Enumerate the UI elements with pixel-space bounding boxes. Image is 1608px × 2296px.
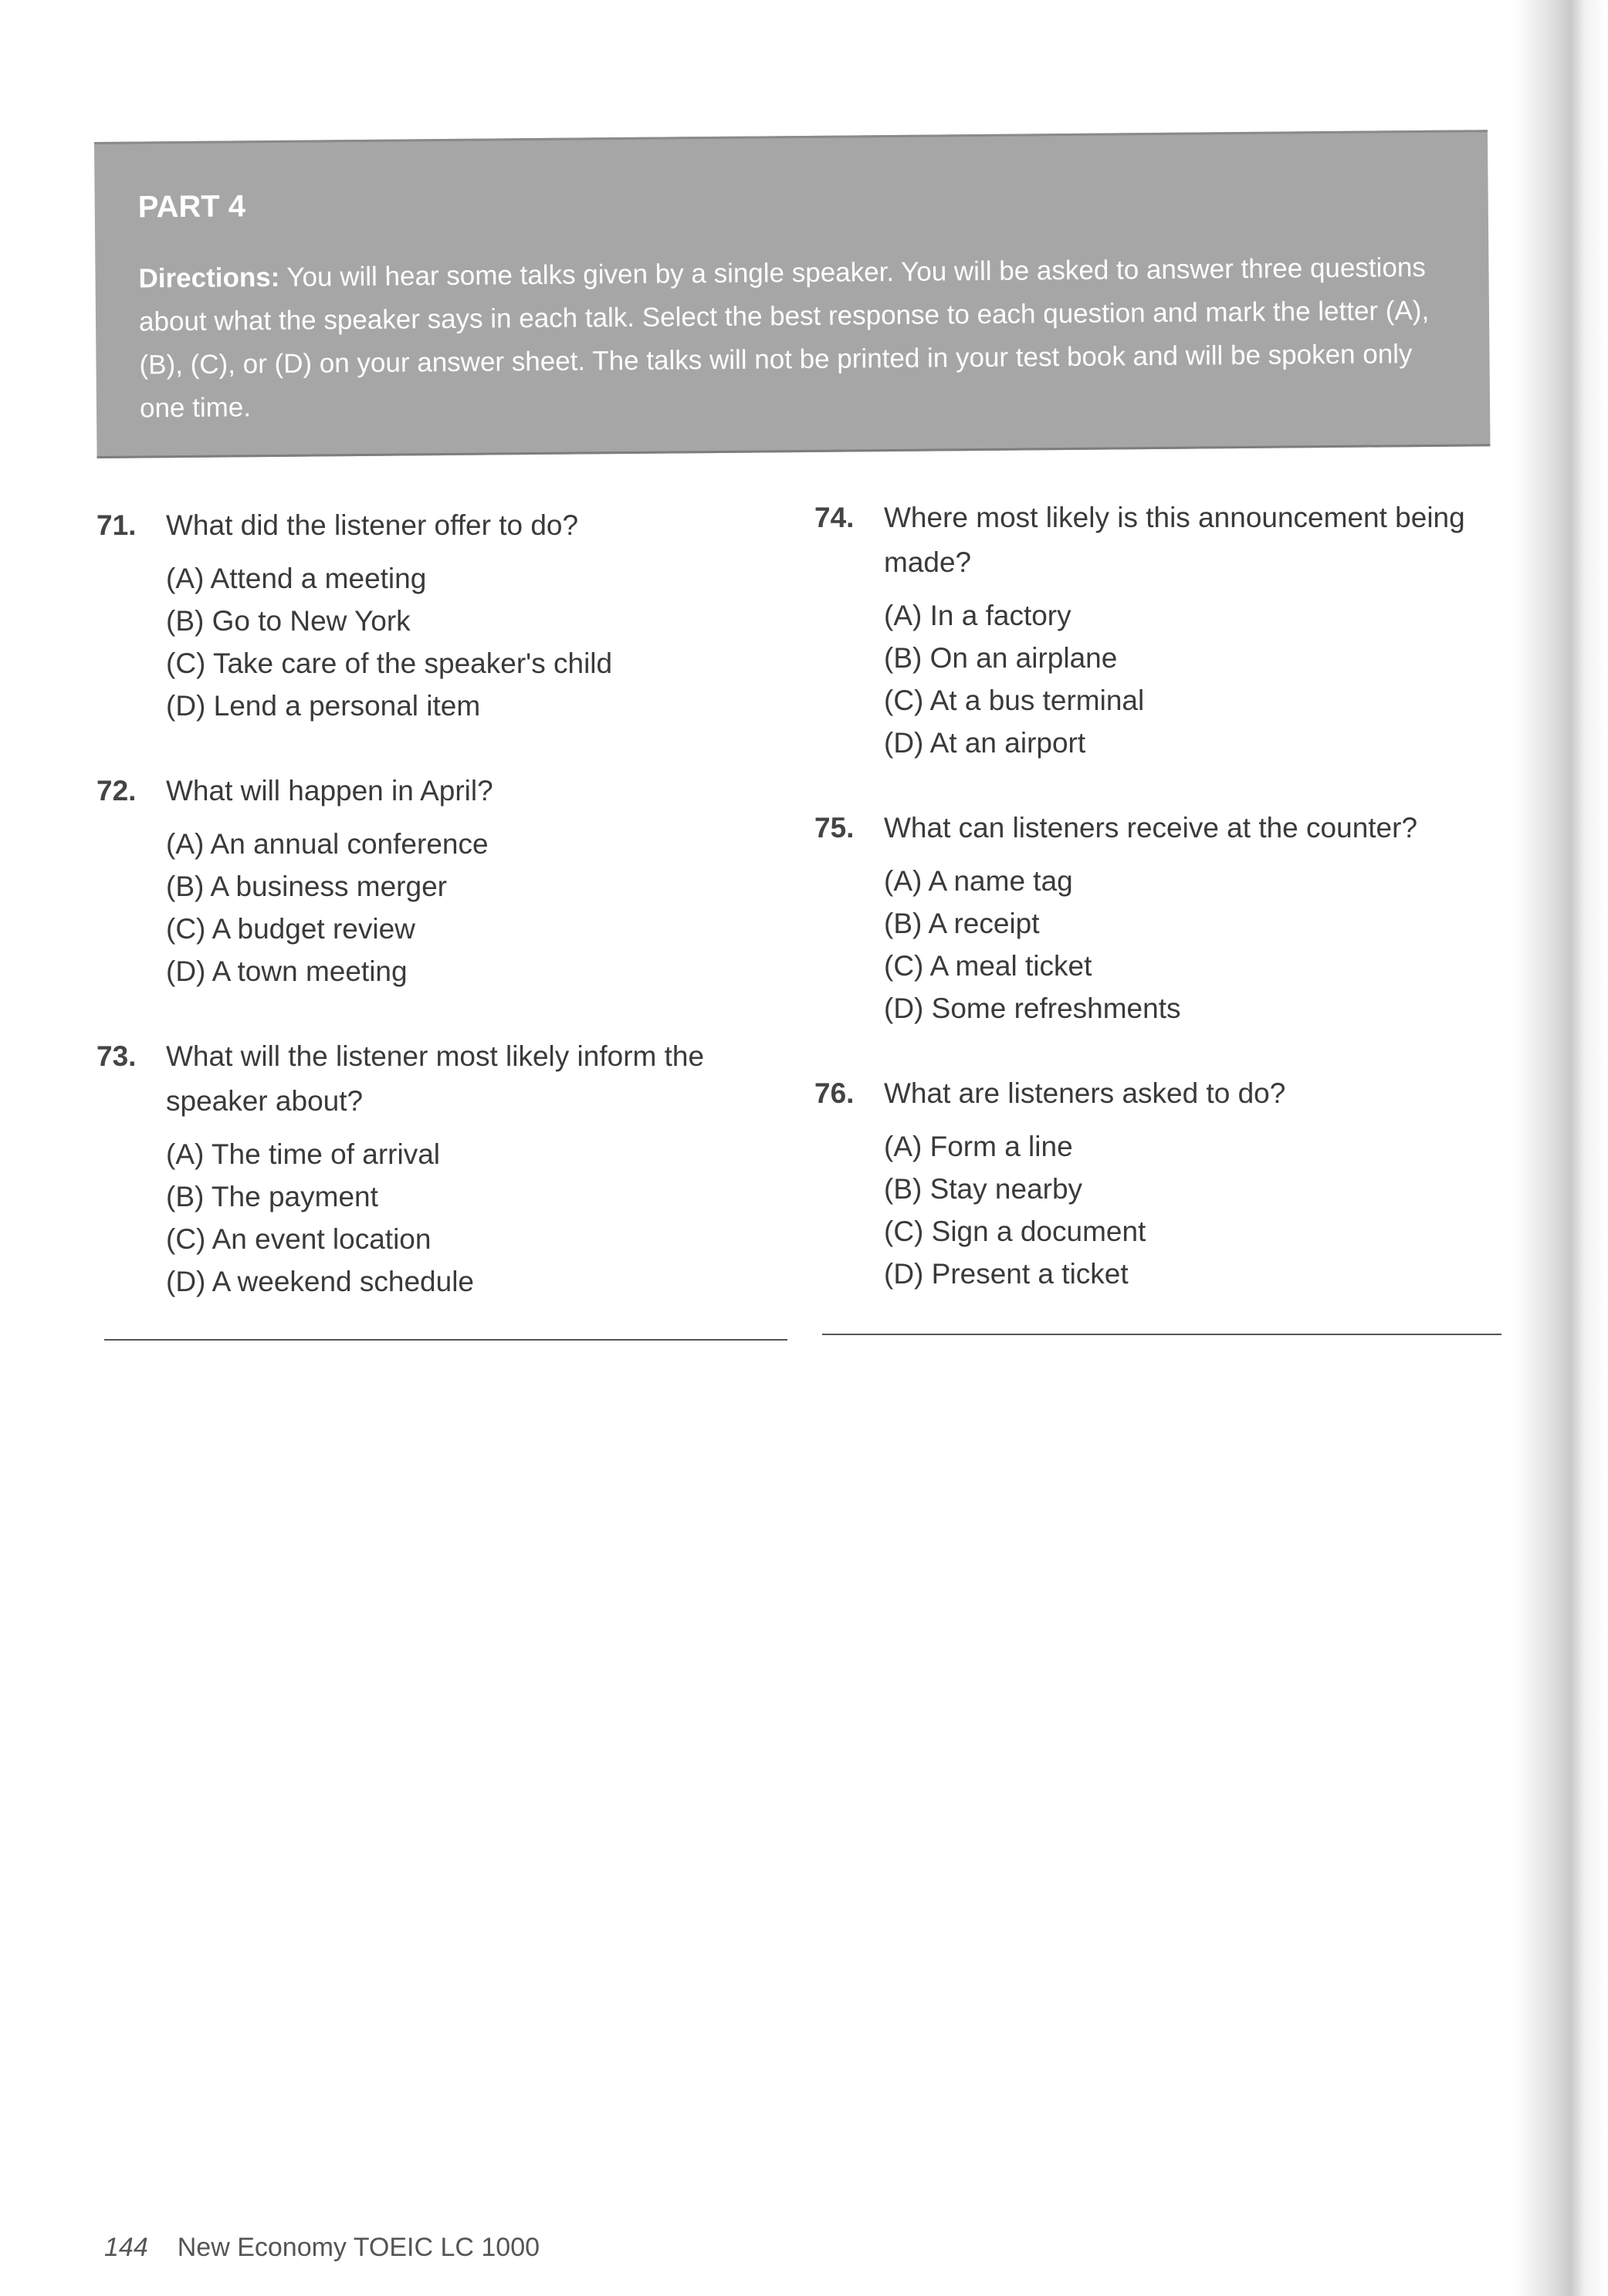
directions-text: You will hear some talks given by a single speaker. You will be asked to answer three questions about what the speaker says in each talk. Select the best response to each question and mark the letter (A), (B), (C), or (D) on your answer sheet. The talks will not be printed in your test book and will be spoken only one time. bbox=[138, 252, 1430, 424]
directions-label: Directions: bbox=[138, 262, 280, 294]
option-d: (D) A weekend schedule bbox=[166, 1266, 475, 1297]
option-list bbox=[884, 1125, 1494, 1295]
question-number: 73. bbox=[96, 1040, 137, 1072]
option-b: (B) On an airplane bbox=[884, 642, 1118, 674]
question-text: What are listeners asked to do? bbox=[884, 1077, 1286, 1109]
option-a: (A) Attend a meeting bbox=[166, 563, 427, 594]
option-d: (D) Lend a personal item bbox=[166, 690, 481, 722]
right-column bbox=[814, 495, 1494, 1337]
option-c: (C) At a bus terminal bbox=[884, 685, 1145, 716]
part-title: PART 4 bbox=[137, 189, 246, 225]
question-73 bbox=[96, 1034, 791, 1303]
option-c: (C) Take care of the speaker's child bbox=[166, 648, 613, 679]
question-text: What will the listener most likely inform the speaker about? bbox=[166, 1040, 705, 1117]
question-text: What will happen in April? bbox=[166, 775, 493, 806]
question-71 bbox=[96, 503, 791, 727]
option-a: (A) In a factory bbox=[884, 600, 1071, 631]
question-72 bbox=[96, 769, 791, 992]
divider-right bbox=[822, 1334, 1501, 1335]
option-b: (B) The payment bbox=[166, 1181, 378, 1212]
option-d: (D) A town meeting bbox=[166, 955, 408, 987]
divider-left bbox=[104, 1339, 787, 1341]
question-number: 72. bbox=[96, 775, 137, 806]
question-76 bbox=[814, 1071, 1494, 1295]
page-edge-shadow bbox=[1515, 0, 1608, 2296]
option-list bbox=[884, 594, 1494, 764]
page-footer bbox=[104, 2233, 540, 2263]
question-number: 76. bbox=[814, 1077, 855, 1109]
option-b: (B) Go to New York bbox=[166, 605, 411, 637]
option-d: (D) Present a ticket bbox=[884, 1258, 1129, 1290]
option-c: (C) A budget review bbox=[166, 913, 415, 945]
question-number: 75. bbox=[814, 812, 855, 844]
option-d: (D) At an airport bbox=[884, 727, 1086, 759]
option-b: (B) A business merger bbox=[166, 871, 447, 902]
option-b: (B) A receipt bbox=[884, 908, 1040, 939]
question-75 bbox=[814, 806, 1494, 1030]
option-c: (C) An event location bbox=[166, 1223, 432, 1255]
option-list bbox=[166, 823, 791, 992]
option-a: (A) The time of arrival bbox=[166, 1138, 441, 1170]
option-list bbox=[166, 1133, 791, 1303]
question-text: What did the listener offer to do? bbox=[166, 509, 579, 541]
option-c: (C) Sign a document bbox=[884, 1216, 1146, 1247]
question-text: What can listeners receive at the counter? bbox=[884, 812, 1418, 844]
option-list bbox=[166, 557, 791, 727]
question-74 bbox=[814, 495, 1494, 764]
option-d: (D) Some refreshments bbox=[884, 992, 1181, 1024]
part-header-box bbox=[94, 130, 1491, 458]
option-b: (B) Stay nearby bbox=[884, 1173, 1083, 1205]
question-text: Where most likely is this announcement being made? bbox=[884, 502, 1465, 578]
page-number: 144 bbox=[104, 2233, 148, 2262]
left-column bbox=[96, 503, 791, 1344]
option-list bbox=[884, 860, 1494, 1030]
directions bbox=[138, 246, 1447, 431]
option-c: (C) A meal ticket bbox=[884, 950, 1092, 982]
question-number: 71. bbox=[96, 509, 137, 541]
book-title: New Economy TOEIC LC 1000 bbox=[177, 2233, 540, 2262]
option-a: (A) Form a line bbox=[884, 1131, 1073, 1162]
option-a: (A) A name tag bbox=[884, 865, 1073, 897]
question-number: 74. bbox=[814, 502, 855, 533]
option-a: (A) An annual conference bbox=[166, 828, 489, 860]
